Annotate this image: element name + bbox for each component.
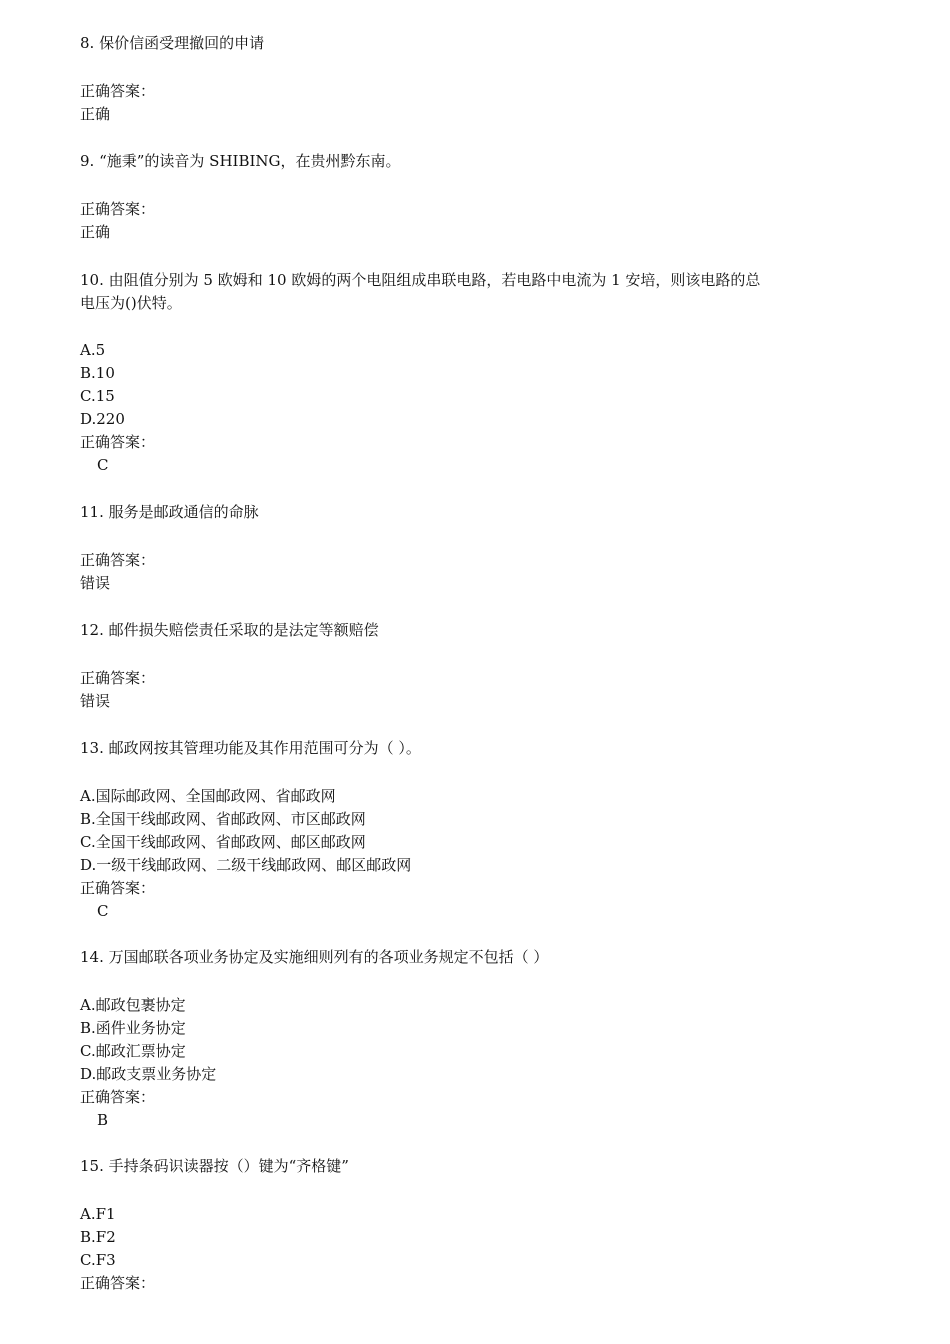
- answer-label: 正确答案：: [80, 669, 156, 687]
- option-d: D.一级干线邮政网、二级干线邮政网、邮区邮政网: [80, 856, 412, 874]
- question-text: 15. 手持条码识读器按（）键为“齐格键”: [80, 1157, 349, 1175]
- option-b: B.全国干线邮政网、省邮政网、市区邮政网: [80, 810, 366, 828]
- answer-label: 正确答案：: [80, 1088, 156, 1106]
- answer-label: 正确答案：: [80, 551, 156, 569]
- option-c: C.F3: [80, 1251, 116, 1269]
- question-text-continued: 电压为()伏特。: [80, 294, 182, 312]
- option-c: C.邮政汇票协定: [80, 1042, 186, 1060]
- option-a: A.5: [80, 341, 106, 359]
- answer-label: 正确答案：: [80, 879, 156, 897]
- option-b: B.10: [80, 364, 115, 382]
- option-c: C.15: [80, 387, 115, 405]
- option-d: D.220: [80, 410, 125, 428]
- option-a: A.国际邮政网、全国邮政网、省邮政网: [80, 787, 336, 805]
- answer-value: 正确: [80, 105, 111, 123]
- question-text: 10. 由阻值分别为 5 欧姆和 10 欧姆的两个电阻组成串联电路，若电路中电流为 1 安培，则该电路的总: [80, 271, 761, 289]
- option-b: B.函件业务协定: [80, 1019, 186, 1037]
- answer-value: C: [97, 902, 109, 920]
- answer-label: 正确答案：: [80, 200, 156, 218]
- question-text: 9. “施秉”的读音为 SHIBING，在贵州黔东南。: [80, 152, 401, 170]
- answer-value: 错误: [80, 574, 111, 592]
- option-b: B.F2: [80, 1228, 116, 1246]
- option-a: A.F1: [80, 1205, 116, 1223]
- answer-value: B: [97, 1111, 109, 1129]
- answer-value: C: [97, 456, 109, 474]
- answer-value: 正确: [80, 223, 111, 241]
- question-text: 12. 邮件损失赔偿责任采取的是法定等额赔偿: [80, 621, 379, 639]
- question-text: 13. 邮政网按其管理功能及其作用范围可分为（ ）。: [80, 739, 421, 757]
- answer-label: 正确答案：: [80, 82, 156, 100]
- option-a: A.邮政包裹协定: [80, 996, 186, 1014]
- option-c: C.全国干线邮政网、省邮政网、邮区邮政网: [80, 833, 366, 851]
- answer-value: 错误: [80, 692, 111, 710]
- answer-label: 正确答案：: [80, 433, 156, 451]
- option-d: D.邮政支票业务协定: [80, 1065, 217, 1083]
- question-text: 14. 万国邮联各项业务协定及实施细则列有的各项业务规定不包括（ ）: [80, 948, 549, 966]
- question-text: 11. 服务是邮政通信的命脉: [80, 503, 259, 521]
- question-text: 8. 保价信函受理撤回的申请: [80, 34, 265, 52]
- answer-label: 正确答案：: [80, 1274, 156, 1292]
